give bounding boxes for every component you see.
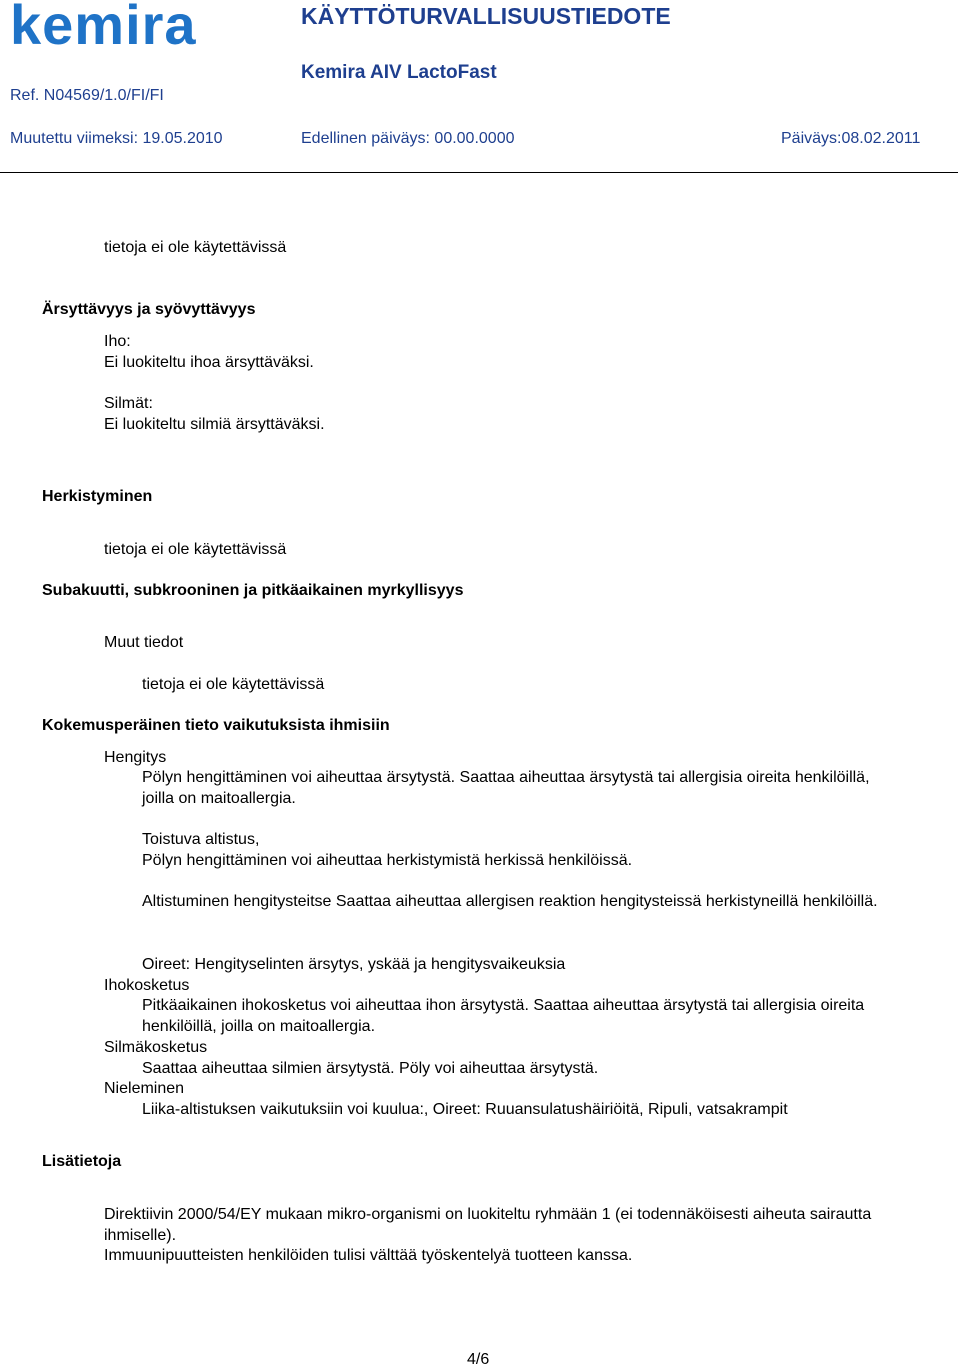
eye-contact-text: Saattaa aiheuttaa silmien ärsytystä. Pöly voi aiheuttaa ärsytystä. <box>142 1060 599 1077</box>
page-number: 4/6 <box>467 1351 490 1368</box>
reference-number: Ref. N04569/1.0/FI/FI <box>10 87 164 104</box>
header-divider <box>0 172 958 173</box>
inhalation-paragraph-1: Pölyn hengittäminen voi aiheuttaa ärsytystä. Saattaa aiheuttaa ärsytystä tai allergisia oireita henkilöillä, joilla on maitoallergia. <box>142 769 870 807</box>
product-name: Kemira AIV LactoFast <box>301 62 497 83</box>
kemira-logo-mark <box>10 0 250 52</box>
document-title: KÄYTTÖTURVALLISUUSTIEDOTE <box>301 3 671 29</box>
inhalation-paragraph-3: Altistuminen hengitysteitse Saattaa aiheuttaa allergisen reaktion hengitysteissä herkistyneillä henkilöillä. <box>142 893 878 910</box>
top-no-data-text: tietoja ei ole käytettävissä <box>104 239 287 256</box>
irritation-heading: Ärsyttävyys ja syövyttävyys <box>42 301 256 318</box>
skin-contact-text: Pitkäaikainen ihokosketus voi aiheuttaa ihon ärsytystä. Saattaa aiheuttaa ärsytystä tai allergisia oireita henkilöillä, joilla on maitoallergia. <box>142 997 865 1035</box>
other-info-text: tietoja ei ole käytettävissä <box>142 676 325 693</box>
ingestion-label: Nieleminen <box>104 1080 185 1097</box>
sensitization-text: tietoja ei ole käytettävissä <box>104 541 287 558</box>
subacute-heading: Subakuutti, subkrooninen ja pitkäaikainen myrkyllisyys <box>42 582 464 599</box>
skin-text: Ei luokiteltu ihoa ärsyttäväksi. <box>104 354 314 371</box>
previous-date: Edellinen päiväys: 00.00.0000 <box>301 130 515 147</box>
additional-info-paragraph-1: Direktiivin 2000/54/EY mukaan mikro-organismi on luokiteltu ryhmään 1 (ei todennäköisesti aiheuta sairautta ihmiselle). <box>104 1206 872 1244</box>
ingestion-text: Liika-altistuksen vaikutuksiin voi kuulua:, Oireet: Ruuansulatushäiriöitä, Ripuli, vatsakrampit <box>142 1101 788 1118</box>
eyes-text: Ei luokiteltu silmiä ärsyttäväksi. <box>104 416 325 433</box>
kemira-logo <box>10 0 250 57</box>
skin-contact-label: Ihokosketus <box>104 977 190 994</box>
document-date: Päiväys:08.02.2011 <box>781 130 921 147</box>
human-effects-heading: Kokemusperäinen tieto vaikutuksista ihmisiin <box>42 717 390 734</box>
additional-info-heading: Lisätietoja <box>42 1153 122 1170</box>
eyes-label: Silmät: <box>104 395 153 412</box>
modified-date: Muutettu viimeksi: 19.05.2010 <box>10 130 223 147</box>
sensitization-heading: Herkistyminen <box>42 488 153 505</box>
skin-label: Iho: <box>104 333 131 350</box>
symptoms-text: Oireet: Hengityselinten ärsytys, yskää ja hengitysvaikeuksia <box>142 956 566 973</box>
repeated-exposure-line-1: Toistuva altistus, <box>142 831 260 848</box>
inhalation-label: Hengitys <box>104 749 167 766</box>
other-info-label: Muut tiedot <box>104 634 184 651</box>
repeated-exposure-line-2: Pölyn hengittäminen voi aiheuttaa herkistymistä herkissä henkilöissä. <box>142 852 633 869</box>
additional-info-paragraph-2: Immuunipuutteisten henkilöiden tulisi välttää työskentelyä tuotteen kanssa. <box>104 1247 633 1264</box>
logo-text: kemira <box>10 0 197 52</box>
eye-contact-label: Silmäkosketus <box>104 1039 208 1056</box>
